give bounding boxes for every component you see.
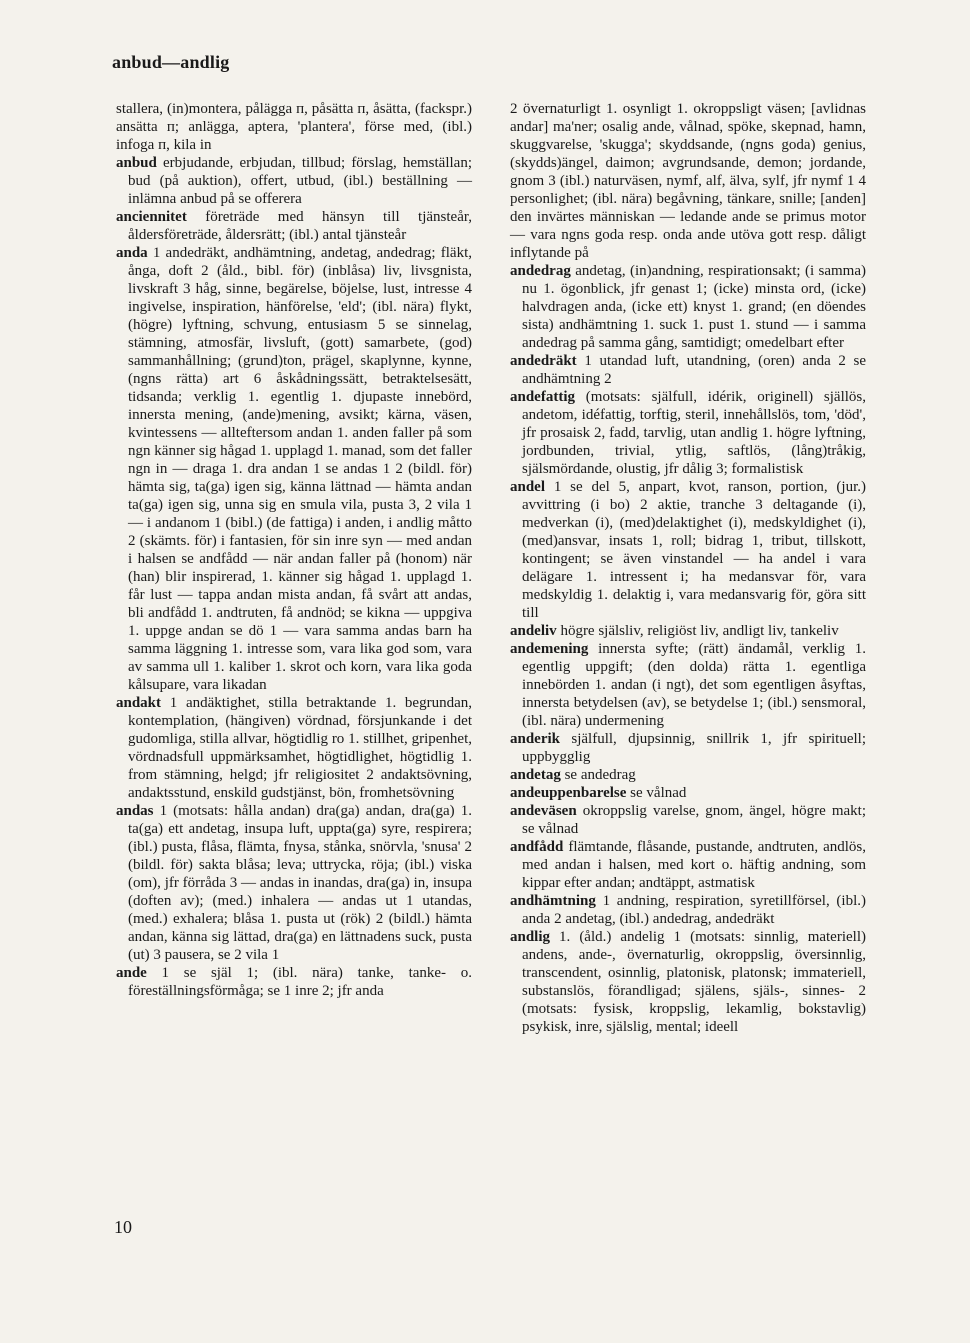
running-head: anbud—andlig — [112, 52, 230, 72]
entry-headword: andetag — [510, 767, 561, 783]
entry-definition: 1 andning, respiration, syretillförsel, (ibl.) anda 2 andetag, (ibl.) andedrag, andedräkt — [522, 893, 866, 927]
dictionary-entry — [510, 478, 866, 622]
dictionary-entry — [510, 352, 866, 388]
entry-definition: innersta syfte; (rätt) ändamål, verklig 1. egentlig uppgift; (den dolda) rätta 1. egentliga innebörden 1. andan (i ngt), det som egentligen åsyftas, innersta betydelsen (av), se betydelse 1; (ibl.) sensmoral, (ibl. nära) undermening — [522, 641, 866, 729]
dictionary-entry — [510, 730, 866, 766]
entry-definition: stallera, (in)montera, pålägga ᴨ, påsätta ᴨ, åsätta, (fackspr.) ansätta ᴨ; anlägga, aptera, 'plantera', förse med, (ibl.) infoga ᴨ, kila in — [116, 101, 472, 153]
entry-headword: andedräkt — [510, 353, 577, 369]
dictionary-entry — [116, 694, 472, 802]
right-column — [510, 100, 866, 1036]
dictionary-entry — [116, 244, 472, 694]
entry-definition: 1. (åld.) andelig 1 (motsats: sinnlig, materiell) andens, ande-, övernaturlig, okroppslig, översinnlig, transcendent, osinnlig, platonisk, platonsk; immateriell, substanslös, förandligad; själens, själs-, sinnes- 2 (motsats: fysisk, kroppslig, lekamlig, bokstavlig) psykisk, inre, själslig, mental; ideell — [522, 929, 866, 1035]
dictionary-entry — [510, 784, 866, 802]
entry-definition: företräde med hänsyn till tjänsteår, åldersföreträde, åldersrätt; (ibl.) antal tjänsteår — [128, 209, 472, 243]
entry-headword: anciennitet — [116, 209, 187, 225]
entry-headword: andeliv — [510, 623, 557, 639]
dictionary-entry — [510, 928, 866, 1036]
entry-definition: 1 (motsats: hålla andan) dra(ga) andan, dra(ga) 1. ta(ga) ett andetag, insupa luft, uppta(ga) syre, respirera; (ibl.) pusta, flåsa, flämta, fnysa, stånka, snörvla, 'snusa' 2 (bildl. för) sakta blåsa; leva; uttrycka, röja; (ibl.) viska (om), jfr förråda 3 — andas in inandas, dra(ga) in, insupa (doften av); (med.) inhalera — andas ut 1 utandas, (med.) exhalera; blåsa 1. pusta ut (rök) 2 (bildl.) hämta andan, känna sig lättad, dra(ga) en lättnadens suck, pusta (ut) 3 pausera, se 2 vila 1 — [128, 803, 472, 963]
entry-definition: andetag, (in)andning, respirationsakt; (i samma) nu 1. ögonblick, jfr genast 1; (icke) minsta ord, (icke) halvdragen anda, (icke ett) knyst 1. grand; (en döendes sista) andhämtning 1. suck 1. pust 1. stund — i samma andedrag på samma gång, samtidigt; omedelbart efter — [522, 263, 867, 351]
entry-headword: andhämtning — [510, 893, 596, 909]
entry-definition: okroppslig varelse, gnom, ängel, högre makt; se vålnad — [522, 803, 866, 837]
dictionary-entry — [510, 622, 866, 640]
left-column — [116, 100, 472, 1000]
dictionary-entry — [510, 802, 866, 838]
entry-definition: 1 se del 5, anpart, kvot, ranson, portion, (jur.) avvittring (i bo) 2 aktie, tranche 3 deltagande (i), medverkan (i), (med)delaktighet (i), medskyldighet (i), (med)ansvar, insats 1, roll; bidrag 1, tribut, tillskott, kontingent; se även vinstandel — ha andel i vara delägare 1. intressent i; ha medansvar för, vara medskyldig 1. delaktig i, vara medansvarig för, göra sitt till — [522, 479, 866, 621]
dictionary-entry — [510, 388, 866, 478]
entry-headword: andemening — [510, 641, 589, 657]
dictionary-entry — [510, 640, 866, 730]
entry-definition: erbjudande, erbjudan, tillbud; förslag, hemställan; bud (på auktion), offert, utbud, (ibl.) beställning — inlämna anbud på se offerera — [128, 155, 472, 207]
entry-headword: anderik — [510, 731, 561, 747]
dictionary-entry — [510, 100, 866, 262]
dictionary-entry — [116, 964, 472, 1000]
dictionary-entry — [510, 892, 866, 928]
entry-definition: högre själsliv, religiöst liv, andligt liv, tankeliv — [560, 623, 839, 639]
entry-headword: andas — [116, 803, 154, 819]
entry-definition: 1 utandad luft, utandning, (oren) anda 2 se andhämtning 2 — [522, 353, 867, 387]
entry-definition: (motsats: själfull, idérik, originell) själlös, andetom, idéfattig, torftig, steril, innehållslös, tom, 'död', jfr prosaisk 2, fadd, tarvlig, utan andlig 1. högre lyftning, jordbunden, trivial, ytlig, saftlös, (lång)tråkig, själsmördande, olustig, jfr dålig 3; formalistisk — [522, 389, 866, 477]
entry-headword: andakt — [116, 695, 162, 711]
entry-headword: anda — [116, 245, 148, 261]
entry-definition: se vålnad — [630, 785, 687, 801]
entry-definition: flämtande, flåsande, pustande, andtruten, andlös, med andan i halsen, med kort o. häftig andning, som kippar efter andan; andtäppt, astmatisk — [522, 839, 867, 891]
entry-headword: ande — [116, 965, 147, 981]
entry-headword: andedrag — [510, 263, 571, 279]
entry-headword: andeväsen — [510, 803, 577, 819]
entry-definition: 1 andedräkt, andhämtning, andetag, andedrag; fläkt, ånga, doft 2 (åld., bibl. för) (inblåsa) liv, livsgnista, livskraft 3 håg, sinne, begärelse, böjelse, lust, intresse 4 ingivelse, inspiration, hänförelse, 'eld'; (ibl. nära) flykt, (högre) lyftning, schvung, entusiasm 5 se sinnelag, stämning, atmosfär, livsluft, (gott) samarbete, (god) sammanhållning; (grund)ton, prägel, skaplynne, kynne, (ngns rätta) art 6 åskådningssätt, betraktelsesätt, tidsanda; verklig 1. egentlig 1. djupaste innebörd, innersta mening, (ande)mening, avsikt; kärna, väsen, kvintessens — allteftersom andan 1. anden faller på som ngn känner sig hågad 1. upplagd 1. manad, som det faller ngn in — draga 1. dra andan 1 se andas 1 2 (bildl. för) hämta sig, ta(ga) igen sig, känna lättnad — hämta andan ta(ga) igen sig, unna sig en smula vila, pusta 3, 2 vila 1 — i andanom 1 (bibl.) (de fattiga) i anden, i andlig måtto 2 (skämts. för) i fantasien, för sin inre syn — med andan i halsen se andfådd — när andan faller på (honom) när (han) blir inspirerad, 1. känner sig hågad 1. upplagd 1. får lust — tappa andan mista andan, få svårt att andas, bli andfådd 1. andtruten, få andnöd; se kikna — uppgiva 1. uppge andan se dö 1 — vara samma andas barn ha samma läggning 1. intresse som, vara lika god som, vara av samma ull 1. kaliber 1. skrot och korn, vara lika goda kålsupare, vara likadan — [128, 245, 473, 693]
entry-definition: se andedrag — [564, 767, 636, 783]
entry-headword: andefattig — [510, 389, 575, 405]
entry-headword: andfådd — [510, 839, 564, 855]
page-number: 10 — [114, 1217, 132, 1237]
entry-definition: 1 se själ 1; (ibl. nära) tanke, tanke- o. föreställningsförmåga; se 1 inre 2; jfr anda — [128, 965, 472, 999]
dictionary-entry — [510, 766, 866, 784]
entry-headword: andeuppenbarelse — [510, 785, 627, 801]
dictionary-entry — [116, 802, 472, 964]
dictionary-entry — [116, 154, 472, 208]
entry-headword: anbud — [116, 155, 157, 171]
dictionary-entry — [116, 208, 472, 244]
entry-headword: andlig — [510, 929, 551, 945]
dictionary-entry — [510, 838, 866, 892]
entry-headword: andel — [510, 479, 546, 495]
entry-definition: 1 andäktighet, stilla betraktande 1. begrundan, kontemplation, (hängiven) vördnad, försjunkande i det gudomliga, stilla allvar, högtidlig ro 1. stillhet, gripenhet, vördnadsfull uppmärksamhet, högtidlighet, högtidlig 1. from stämning, helgd; jfr religiositet 2 andaktsövning, andaktsstund, enskild gudstjänst, bön, fromhetsövning — [128, 695, 472, 801]
entry-definition: 2 övernaturligt 1. osynligt 1. okroppsligt väsen; [avlidnas andar] ma'ner; osalig ande, vålnad, spöke, skepnad, hamn, skuggvarelse, 'skugga'; skyddsande, (ngns goda) genius, (skydds)ängel, daimon; avgrundsande, demon; jordande, gnom 3 (ibl.) naturväsen, nymf, alf, älva, sylf, jfr nymf 1 4 personlighet; (ibl. nära) begåvning, tänkare, snille; [anden] den invärtes människan — ledande ande se primus motor — vara ngns goda resp. onda ande utöva gott resp. dåligt inflytande på — [510, 101, 866, 261]
dictionary-entry — [116, 100, 472, 154]
dictionary-entry — [510, 262, 866, 352]
entry-definition: själfull, djupsinnig, snillrik 1, jfr spirituell; uppbygglig — [522, 731, 867, 765]
